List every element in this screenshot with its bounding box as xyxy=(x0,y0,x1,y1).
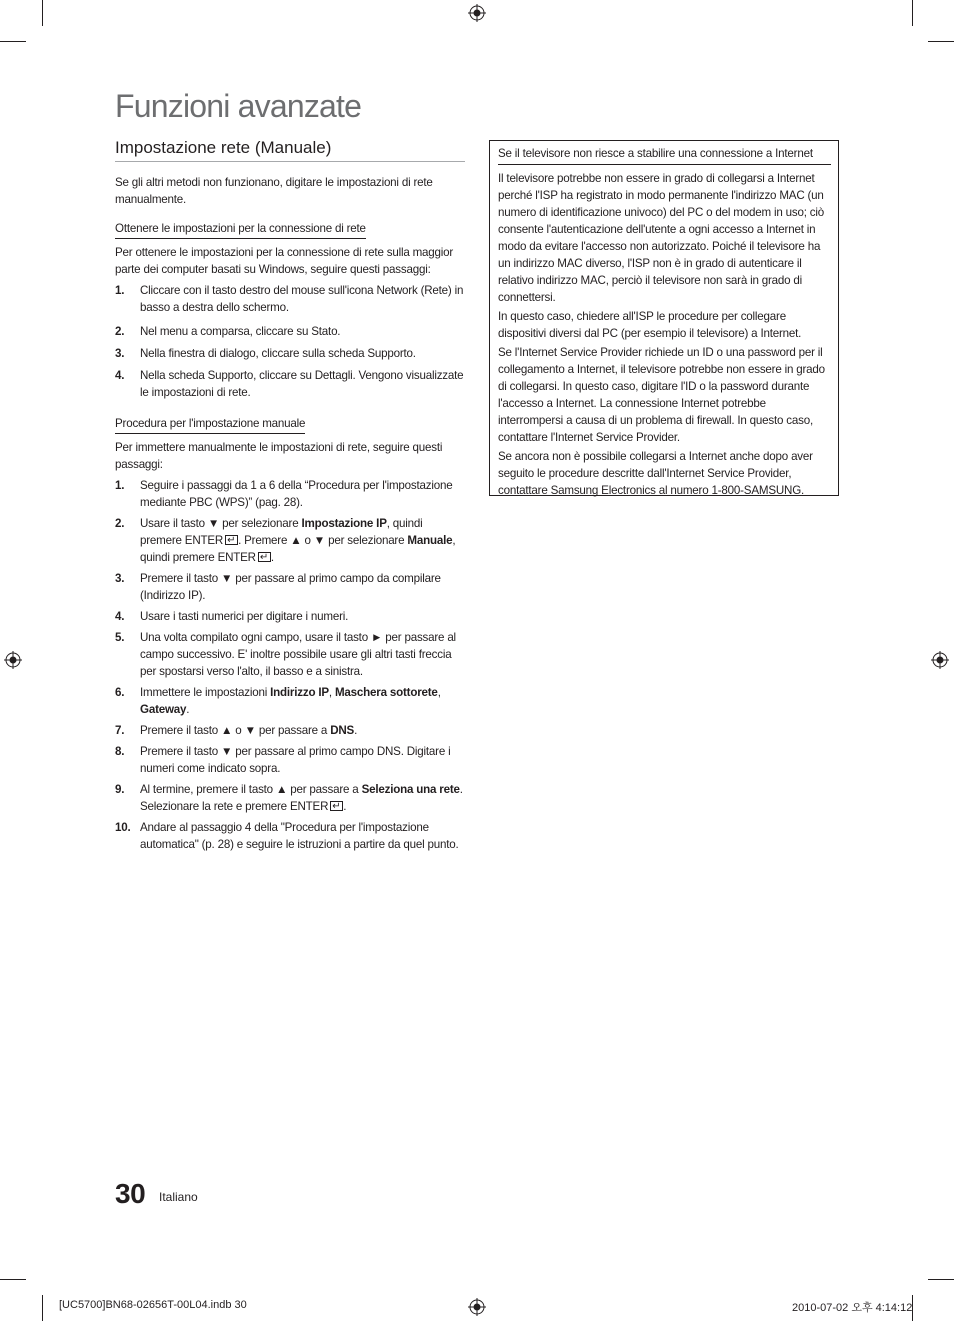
step-number: 2. xyxy=(115,325,125,338)
steps-list xyxy=(115,282,465,401)
step-text: Seguire i passaggi da 1 a 6 della “Procedura per l'impostazione mediante PBC (WPS)” (pag. 28). xyxy=(140,479,453,509)
subsection-intro: Per immettere manualmente le impostazioni di rete, seguire questi passaggi: xyxy=(115,441,443,471)
step-text: . xyxy=(270,551,274,564)
step-number: 6. xyxy=(115,686,125,699)
page-number: 30 xyxy=(115,1178,146,1209)
list-item xyxy=(115,323,465,340)
enter-label: ENTER xyxy=(289,800,329,813)
enter-key-icon xyxy=(225,535,238,545)
step-emphasis: Impostazione IP xyxy=(301,517,387,530)
footer-timestamp: 2010-07-02 오후 4:14:12 xyxy=(792,1302,913,1314)
step-text: Nel menu a comparsa, cliccare su Stato. xyxy=(140,325,341,338)
step-emphasis: Manuale xyxy=(407,534,453,547)
main-column xyxy=(115,138,465,853)
registration-mark-icon xyxy=(468,4,486,22)
enter-label: ENTER xyxy=(217,551,256,564)
step-number: 4. xyxy=(115,369,125,382)
step-emphasis: Gateway xyxy=(140,703,187,716)
step-text: Premere il tasto ▼ per passare al primo campo DNS. Digitare i numeri come indicato sopra. xyxy=(140,745,451,775)
page-language: Italiano xyxy=(159,1190,198,1204)
step-number: 8. xyxy=(115,745,125,758)
step-number: 1. xyxy=(115,284,125,297)
step-text: . xyxy=(354,724,358,737)
enter-key-icon xyxy=(330,801,343,811)
step-number: 10. xyxy=(115,821,131,834)
list-item xyxy=(115,515,465,566)
list-item xyxy=(115,781,465,815)
list-item xyxy=(115,684,465,718)
registration-mark-icon xyxy=(931,651,949,669)
crop-mark xyxy=(912,0,913,26)
note-title: Se il televisore non riesce a stabilire una connessione a Internet xyxy=(498,145,831,165)
step-text: Usare i tasti numerici per digitare i numeri. xyxy=(140,610,349,623)
list-item xyxy=(115,608,465,625)
list-item xyxy=(115,722,465,739)
registration-mark-icon xyxy=(4,651,22,669)
steps-list xyxy=(115,477,465,853)
crop-mark xyxy=(928,41,954,42)
step-number: 5. xyxy=(115,631,125,644)
chapter-title: Funzioni avanzate xyxy=(115,88,362,124)
step-text: , quindi premere xyxy=(140,517,423,547)
crop-mark xyxy=(42,0,43,26)
crop-mark xyxy=(0,1279,26,1280)
step-text: Andare al passaggio 4 della "Procedura per l'impostazione automatica" (p. 28) e seguire le istruzioni a partire da quel punto. xyxy=(140,821,459,851)
note-paragraph: Se ancora non è possibile collegarsi a Internet anche dopo aver seguito le procedure descritte dall'Internet Service Provider, contattare Samsung Electronics al numero 1-800-SAMSUNG. xyxy=(498,450,813,497)
section-title: Impostazione rete (Manuale) xyxy=(115,138,465,162)
step-text: , xyxy=(437,686,441,699)
step-number: 3. xyxy=(115,572,125,585)
step-number: 1. xyxy=(115,479,125,492)
note-box xyxy=(489,140,839,496)
step-text: . Selezionare la rete e premere xyxy=(140,783,463,813)
list-item xyxy=(115,282,465,316)
list-item xyxy=(115,570,465,604)
footer-file: [UC5700]BN68-02656T-00L04.indb 30 xyxy=(59,1299,247,1311)
note-paragraph: In questo caso, chiedere all'ISP le procedure per collegare dispositivi diversi dal PC (per esempio il televisore) a Internet. xyxy=(498,310,802,340)
list-item xyxy=(115,819,465,853)
step-text: Nella scheda Supporto, cliccare su Dettagli. Vengono visualizzate le impostazioni di rete. xyxy=(140,369,464,399)
step-number: 7. xyxy=(115,724,125,737)
registration-mark-icon xyxy=(468,1298,486,1316)
enter-label: ENTER xyxy=(184,534,224,547)
crop-mark xyxy=(42,1295,43,1321)
crop-mark xyxy=(928,1279,954,1280)
step-emphasis: Maschera sottorete xyxy=(334,686,438,699)
step-text: . xyxy=(186,703,190,716)
step-text: Nella finestra di dialogo, cliccare sulla scheda Supporto. xyxy=(140,347,416,360)
subsection-heading: Ottenere le impostazioni per la connessione di rete xyxy=(115,221,366,239)
step-emphasis: DNS xyxy=(330,724,355,737)
list-item xyxy=(115,477,465,511)
list-item xyxy=(115,743,465,777)
step-emphasis: Seleziona una rete xyxy=(361,783,460,796)
step-text: Una volta compilato ogni campo, usare il tasto ► per passare al campo successivo. E' inoltre possibile usare gli altri tasti freccia per spostarsi verso l'alto, il basso e a sinistra. xyxy=(140,631,456,678)
step-text: . Premere ▲ o ▼ per selezionare xyxy=(238,534,408,547)
step-text: , quindi premere xyxy=(140,534,456,564)
step-number: 4. xyxy=(115,610,125,623)
step-text: Premere il tasto ▼ per passare al primo campo da compilare (Indirizzo IP). xyxy=(140,572,441,602)
step-text: Usare il tasto ▼ per selezionare xyxy=(140,517,302,530)
step-text: . xyxy=(343,800,347,813)
step-text: Al termine, premere il tasto ▲ per passare a xyxy=(140,783,362,796)
note-paragraph: Se l'Internet Service Provider richiede un ID o una password per il collegamento a Internet, il televisore potrebbe non essere in grado di collegarsi. In questo caso, digitare l'ID o la password durante l'accesso a Internet. La connessione Internet potrebbe interrompersi a causa di un problema di firewall. In questo caso, contattare l'Internet Service Provider. xyxy=(498,346,825,444)
list-item xyxy=(115,629,465,680)
subsection-intro: Per ottenere le impostazioni per la connessione di rete sulla maggior parte dei computer basati su Windows, seguire questi passaggi: xyxy=(115,246,454,276)
note-paragraph: Il televisore potrebbe non essere in grado di collegarsi a Internet perché l'ISP ha registrato in modo permanente l'indirizzo MAC (un numero di identificazione univoco) del PC o del modem in uso; ciò consente l'autenticazione dell'utente a ogni accesso a Internet in modo da evitare l'accesso non autorizzato. Poiché il televisore ha un indirizzo MAC diverso, l'ISP non è in grado di autenticare il relativo indirizzo MAC, perciò il televisore non sarà in grado di connettersi. xyxy=(498,172,824,304)
list-item xyxy=(115,367,465,401)
step-emphasis: Indirizzo IP xyxy=(270,686,329,699)
step-text: , xyxy=(328,686,335,699)
step-text: Immettere le impostazioni xyxy=(140,686,271,699)
step-text: Premere il tasto ▲ o ▼ per passare a xyxy=(140,724,331,737)
crop-mark xyxy=(0,41,26,42)
intro-text: Se gli altri metodi non funzionano, digitare le impostazioni di rete manualmente. xyxy=(115,176,433,206)
step-number: 9. xyxy=(115,783,125,796)
step-number: 3. xyxy=(115,347,125,360)
step-text: Cliccare con il tasto destro del mouse sull'icona Network (Rete) in basso a destra dello schermo. xyxy=(140,284,464,314)
step-number: 2. xyxy=(115,517,125,530)
subsection-heading: Procedura per l'impostazione manuale xyxy=(115,416,305,434)
list-item xyxy=(115,345,465,362)
enter-key-icon xyxy=(258,552,271,562)
